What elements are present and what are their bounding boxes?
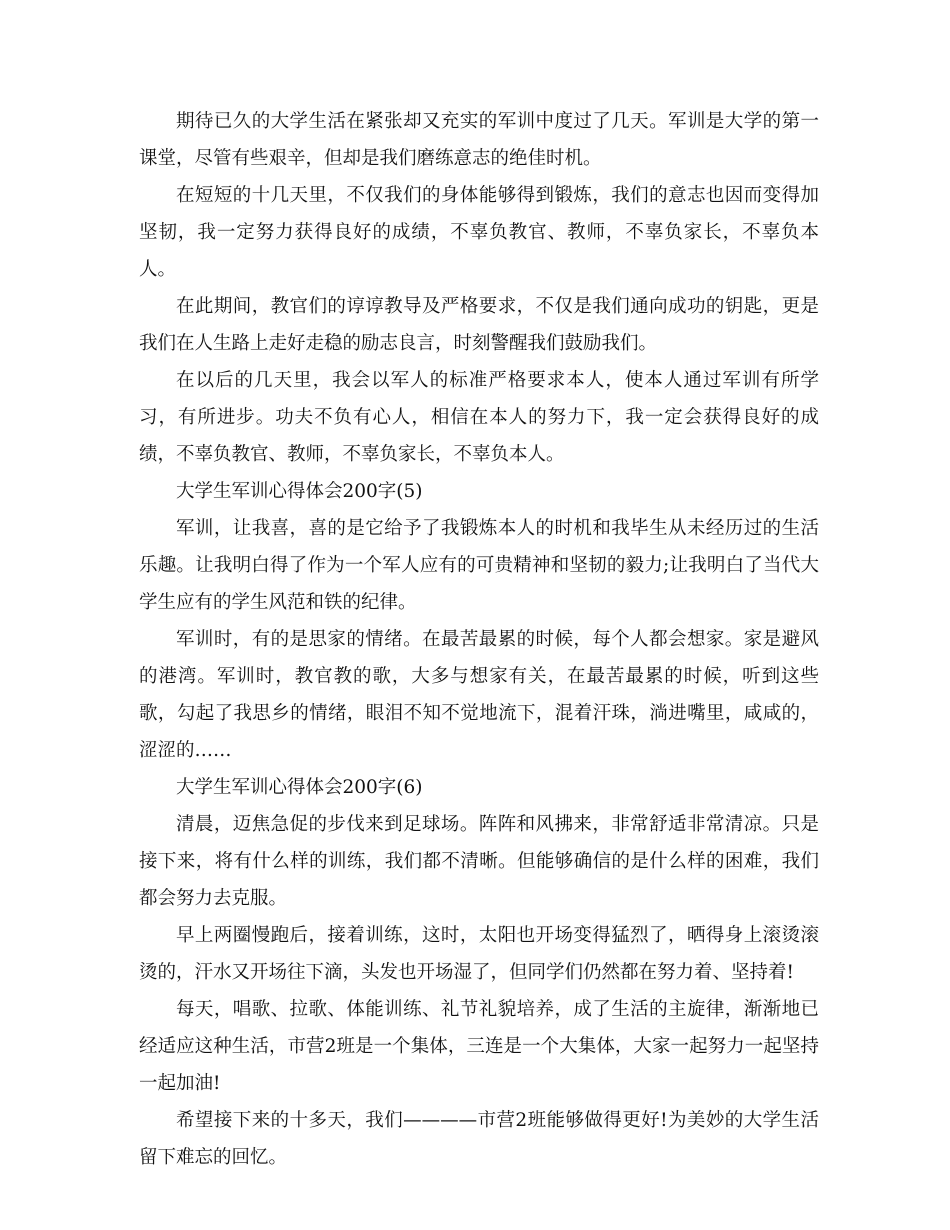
paragraph: 早上两圈慢跑后，接着训练，这时，太阳也开场变得猛烈了，晒得身上滚烫滚烫的，汗水又开场往下滴，头发也开场湿了，但同学们仍然都在努力着、坚持着! [139,925,819,983]
paragraph: 在此期间，教官们的谆谆教导及严格要求，不仅是我们通向成功的钥匙，更是我们在人生路上走好走稳的励志良言，时刻警醒我们鼓励我们。 [139,296,819,354]
section-heading: 大学生军训心得体会200字(5) [176,481,423,502]
paragraph: 清晨，迈焦急促的步伐来到足球场。阵阵和风拂来，非常舒适非常清凉。只是接下来，将有什么样的训练，我们都不清晰。但能够确信的是什么样的困难，我们都会努力去克服。 [139,814,819,909]
paragraph: 每天，唱歌、拉歌、体能训练、礼节礼貌培养，成了生活的主旋律，渐渐地已经适应这种生活，市营2班是一个集体，三连是一个大集体，大家一起努力一起坚持一起加油! [139,999,819,1094]
paragraph: 军训时，有的是思家的情绪。在最苦最累的时候，每个人都会想家。家是避风的港湾。军训时，教官教的歌，大多与想家有关，在最苦最累的时候，听到这些歌，勾起了我思乡的情绪，眼泪不知不觉地流下，混着汗珠，淌进嘴里，咸咸的，涩涩的…… [139,629,819,761]
paragraph: 军训，让我喜，喜的是它给予了我锻炼本人的时机和我毕生从未经历过的生活乐趣。让我明白得了作为一个军人应有的可贵精神和坚韧的毅力;让我明白了当代大学生应有的学生风范和铁的纪律。 [139,518,819,613]
paragraph: 希望接下来的十多天，我们————市营2班能够做得更好!为美妙的大学生活留下难忘的回忆。 [139,1110,819,1168]
section-heading: 大学生军训心得体会200字(6) [176,777,423,798]
paragraph: 在短短的十几天里，不仅我们的身体能够得到锻炼，我们的意志也因而变得加坚韧，我一定努力获得良好的成绩，不辜负教官、教师，不辜负家长，不辜负本人。 [139,185,819,280]
paragraph: 在以后的几天里，我会以军人的标准严格要求本人，使本人通过军训有所学习，有所进步。功夫不负有心人，相信在本人的努力下，我一定会获得良好的成绩，不辜负教官、教师，不辜负家长，不辜负本人。 [139,370,819,465]
document-body [139,103,819,1176]
paragraph: 期待已久的大学生活在紧张却又充实的军训中度过了几天。军训是大学的第一课堂，尽管有些艰辛，但却是我们磨练意志的绝佳时机。 [139,111,819,169]
